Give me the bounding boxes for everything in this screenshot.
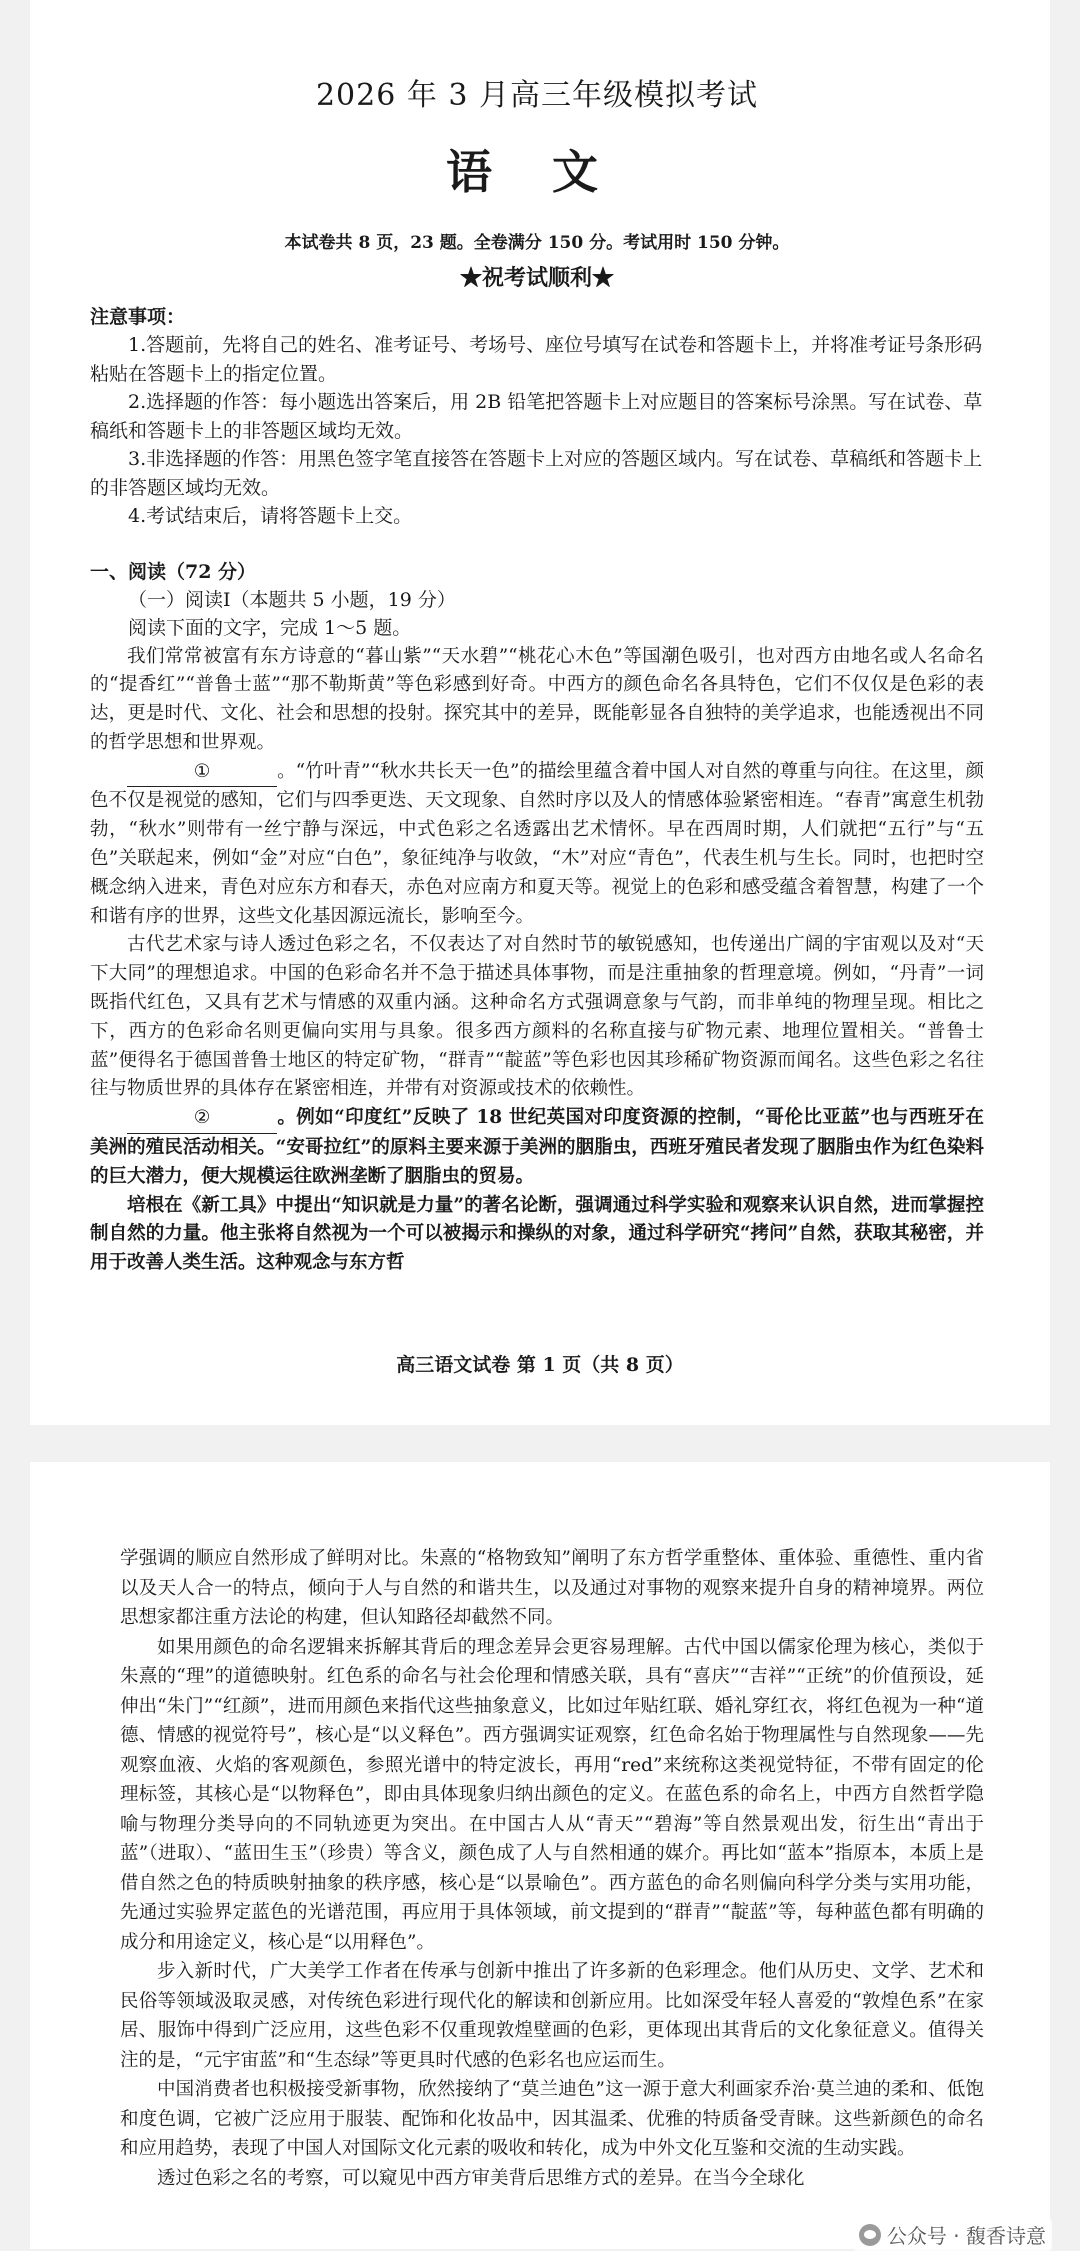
exam-title: 2026 年 3 月高三年级模拟考试: [315, 78, 759, 113]
subject-title: 语文: [446, 145, 658, 199]
exam-page-2: [30, 1462, 1050, 2249]
watermark-text: 公众号 · 馥香诗意: [886, 2224, 1046, 2248]
passage-text: 。例如“印度红”反映了 18 世纪英国对印度资源的控制，“哥伦比亚蓝”也与西班牙在美洲的殖民活动相关。“安哥拉红”的原料主要来源于美洲的胭脂虫，西班牙殖民者发现了胭脂虫作为红色染料的巨大潜力，便大规模运往欧洲垄断了胭脂虫的贸易。: [90, 1107, 984, 1187]
passage-paragraph: 我们常常被富有东方诗意的“暮山紫”“天水碧”“桃花心木色”等国潮色吸引，也对西方由地名或人名命名的“提香红”“普鲁士蓝”“那不勒斯黄”等色彩感到好奇。中西方的颜色命名各具特色，它们不仅仅是色彩的表达，更是时代、文化、社会和思想的投射。探究其中的差异，既能彰显各自独特的美学追求，也能透视出不同的哲学思想和世界观。: [90, 645, 984, 753]
page-footer: 高三语文试卷 第 1 页（共 8 页）: [396, 1354, 684, 1376]
good-luck-banner: ★祝考试顺利★: [459, 265, 614, 291]
answer-blank-2: ②: [127, 1104, 277, 1134]
passage-paragraph: [90, 758, 984, 932]
passage-paragraph: 培根在《新工具》中提出“知识就是力量”的著名论断，强调通过科学实验和观察来认识自然，进而掌握控制自然的力量。他主张将自然视为一个可以被揭示和操纵的对象，通过科学研究“拷问”自然，获取其秘密，并用于改善人类生活。这种观念与东方哲: [90, 1194, 984, 1274]
note-item: 1.答题前，先将自己的姓名、准考证号、考场号、座位号填写在试卷和答题卡上，并将准考证号条形码粘贴在答题卡上的指定位置。: [90, 334, 983, 385]
notes-heading: 注意事项：: [90, 306, 186, 328]
passage-paragraph: 古代艺术家与诗人透过色彩之名，不仅表达了对自然时节的敏锐感知，也传递出广阔的宇宙观以及对“天下大同”的理想追求。中国的色彩命名并不急于描述具体事物，而是注重抽象的哲理意境。例如，“丹青”一词既指代红色，又具有艺术与情感的双重内涵。这种命名方式强调意象与气韵，而非单纯的物理呈现。相比之下，西方的色彩命名则更偏向实用与具象。很多西方颜料的名称直接与矿物元素、地理位置相关。“普鲁士蓝”便得名于德国普鲁士地区的特定矿物，“群青”“靛蓝”等色彩也因其珍稀矿物资源而闻名。这些色彩之名往往与物质世界的具体存在紧密相连，并带有对资源或技术的依赖性。: [90, 934, 984, 1100]
exam-info: 本试卷共 8 页，23 题。全卷满分 150 分。考试用时 150 分钟。: [284, 233, 790, 253]
passage-text: 。“竹叶青”“秋水共长天一色”的描绘里蕴含着中国人对自然的尊重与向往。在这里，颜色不仅是视觉的感知，它们与四季更迭、天文现象、自然时序以及人的情感体验紧密相连。“春青”寓意生机勃勃，“秋水”则带有一丝宁静与深远，中式色彩之名透露出艺术情怀。早在西周时期，人们就把“五行”与“五色”关联起来，例如“金”对应“白色”，象征纯净与收敛，“木”对应“青色”，代表生机与生长。同时，也把时空概念纳入进来，青色对应东方和春天，赤色对应南方和夏天等。视觉上的色彩和感受蕴含着智慧，构建了一个和谐有序的世界，这些文化基因源远流长，影响至今。: [90, 760, 984, 927]
note-item: 2.选择题的作答：每小题选出答案后，用 2B 铅笔把答题卡上对应题目的答案标号涂黑。写在试卷、草稿纸和答题卡上的非答题区域均无效。: [90, 391, 983, 442]
note-item: 3.非选择题的作答：用黑色签字笔直接答在答题卡上对应的答题区域内。写在试卷、草稿纸和答题卡上的非答题区域均无效。: [90, 448, 983, 499]
exam-page-1: [30, 0, 1050, 1425]
note-item: 4.考试结束后，请将答题卡上交。: [128, 505, 413, 527]
watermark: [853, 2218, 1052, 2251]
passage-paragraph: 如果用颜色的命名逻辑来拆解其背后的理念差异会更容易理解。古代中国以儒家伦理为核心，类似于朱熹的“理”的道德映射。红色系的命名与社会伦理和情感关联，具有“喜庆”“吉祥”“正统”的价值预设，延伸出“朱门”“红颜”，进而用颜色来指代这些抽象意义，比如过年贴红联、婚礼穿红衣，将红色视为一种“道德、情感的视觉符号”，核心是“以义释色”。西方强调实证观察，红色命名始于物理属性与自然现象——先观察血液、火焰的客观颜色，参照光谱中的特定波长，再用“red”来统称这类视觉特征，不带有固定的伦理标签，其核心是“以物释色”，即由具体现象归纳出颜色的定义。在蓝色系的命名上，中西方自然哲学隐喻与物理分类导向的不同轨迹更为突出。在中国古人从“青天”“碧海”等自然景观出发，衍生出“青出于蓝”（进取）、“蓝田生玉”（珍贵）等含义，颜色成了人与自然相通的媒介。再比如“蓝本”指原本，本质上是借自然之色的特质映射抽象的秩序感，核心是“以景喻色”。西方蓝色的命名则偏向科学分类与实用功能，先通过实验界定蓝色的光谱范围，再应用于具体领域，前文提到的“群青”“靛蓝”等，每种蓝色都有明确的成分和用途定义，核心是“以用释色”。: [120, 1636, 984, 1953]
passage-paragraph: 中国消费者也积极接受新事物，欣然接纳了“莫兰迪色”这一源于意大利画家乔治·莫兰迪的柔和、低饱和度色调，它被广泛应用于服装、配饰和化妆品中，因其温柔、优雅的特质备受青睐。这些新颜色的命名和应用趋势，表现了中国人对国际文化元素的吸收和转化，成为中外文化互鉴和交流的生动实践。: [120, 2079, 984, 2159]
section-heading: 一、阅读（72 分）: [90, 560, 257, 583]
reading-instruction: 阅读下面的文字，完成 1～5 题。: [128, 617, 412, 639]
passage-paragraph: 透过色彩之名的考察，可以窥见中西方审美背后思维方式的差异。在当今全球化: [157, 2167, 805, 2189]
passage-paragraph: 步入新时代，广大美学工作者在传承与创新中推出了许多新的色彩理念。他们从历史、文学、艺术和民俗等领域汲取灵感，对传统色彩进行现代化的解读和创新应用。比如深受年轻人喜爱的“敦煌色系”在家居、服饰中得到广泛应用，这些色彩不仅重现敦煌壁画的色彩，更体现出其背后的文化象征意义。值得关注的是，“元宇宙蓝”和“生态绿”等更具时代感的色彩名也应运而生。: [120, 1961, 984, 2071]
answer-blank-1: ①: [127, 758, 277, 788]
passage-paragraph: 学强调的顺应自然形成了鲜明对比。朱熹的“格物致知”阐明了东方哲学重整体、重体验、重德性、重内省以及天人合一的特点，倾向于人与自然的和谐共生，以及通过对事物的观察来提升自身的精神境界。两位思想家都注重方法论的构建，但认知路径却截然不同。: [120, 1548, 984, 1628]
subsection-heading: （一）阅读Ⅰ（本题共 5 小题，19 分）: [128, 588, 456, 611]
wechat-official-account-icon: [859, 2224, 881, 2246]
passage-paragraph: [90, 1104, 984, 1191]
